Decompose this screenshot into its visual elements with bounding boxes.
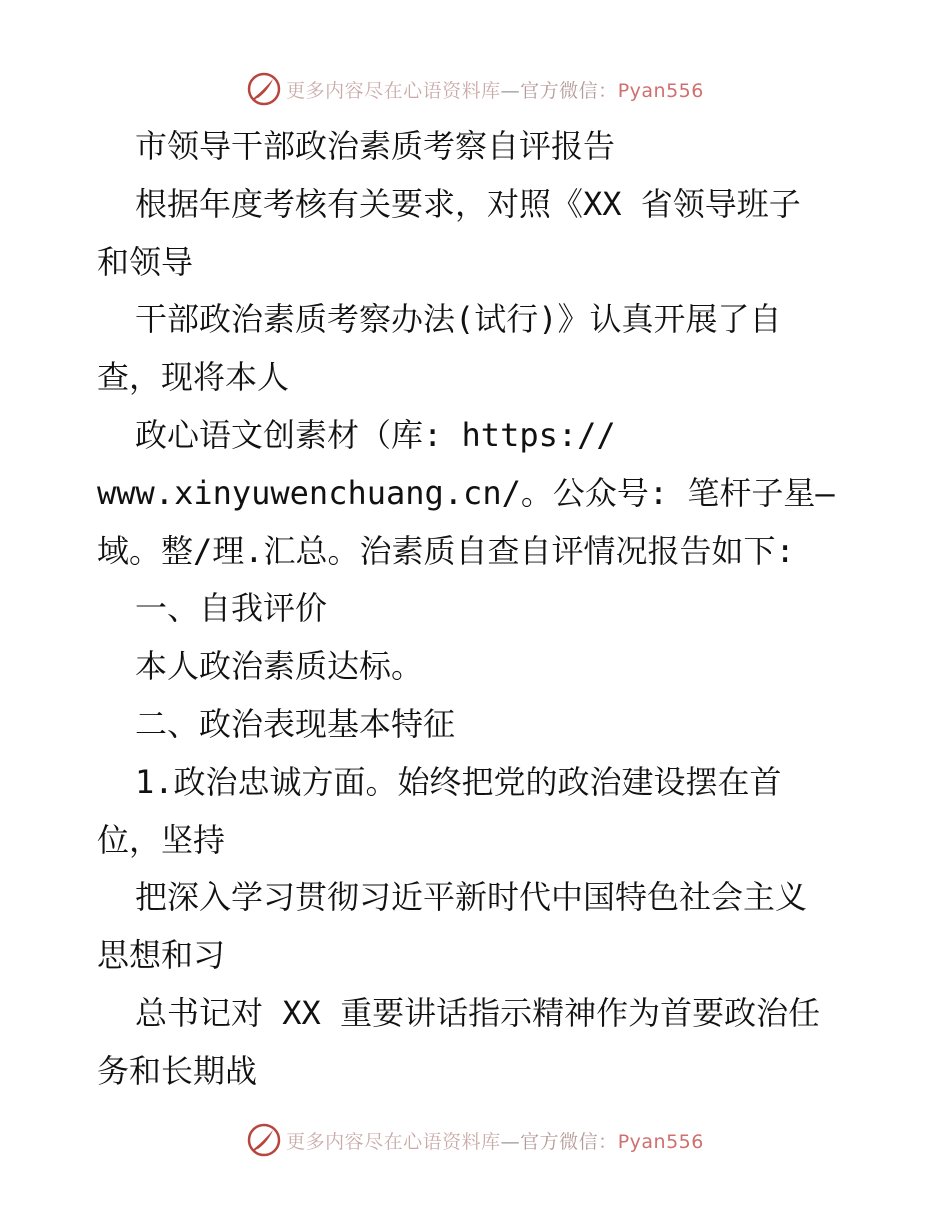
paragraph-line: 干部政治素质考察办法(试行)》认真开展了自 (135, 300, 782, 339)
paragraph-line: 政心语文创素材（库: https:// (135, 415, 616, 454)
paragraph-line: 查，现将本人 (97, 358, 290, 397)
paragraph-line: 1.政治忠诚方面。始终把党的政治建设摆在首 (135, 762, 782, 801)
section-heading: 一、自我评价 (135, 589, 328, 628)
document-title: 市领导干部政治素质考察自评报告 (135, 127, 616, 165)
paragraph-line: 总书记对 XX 重要讲话指示精神作为首要政治任 (135, 993, 821, 1032)
section-heading: 二、政治表现基本特征 (135, 704, 456, 743)
document-body (97, 118, 857, 1101)
footer-banner-text: 更多内容尽在心语资料库—官方微信：Pyan556 (286, 1130, 704, 1153)
paragraph-line: 位，坚持 (97, 820, 226, 859)
paragraph-line: 和领导 (97, 242, 194, 281)
paragraph-line: www.xinyuwenchuang.cn/。公众号: 笔杆子星— (97, 473, 835, 512)
feather-quill-logo-icon (246, 71, 282, 107)
paragraph-line: 本人政治素质达标。 (135, 647, 424, 686)
paragraph-line: 务和长期战 (97, 1051, 258, 1090)
footer-banner (0, 1120, 950, 1160)
header-banner (0, 69, 950, 109)
paragraph-line: 根据年度考核有关要求，对照《XX 省领导班子 (135, 184, 801, 223)
header-banner-text: 更多内容尽在心语资料库—官方微信：Pyan556 (286, 79, 704, 102)
paragraph-line: 思想和习 (97, 936, 226, 975)
feather-quill-logo-icon (246, 1122, 282, 1158)
paragraph-line: 域。整/理.汇总。治素质自查自评情况报告如下: (97, 531, 795, 570)
paragraph-line: 把深入学习贯彻习近平新时代中国特色社会主义 (135, 878, 808, 917)
